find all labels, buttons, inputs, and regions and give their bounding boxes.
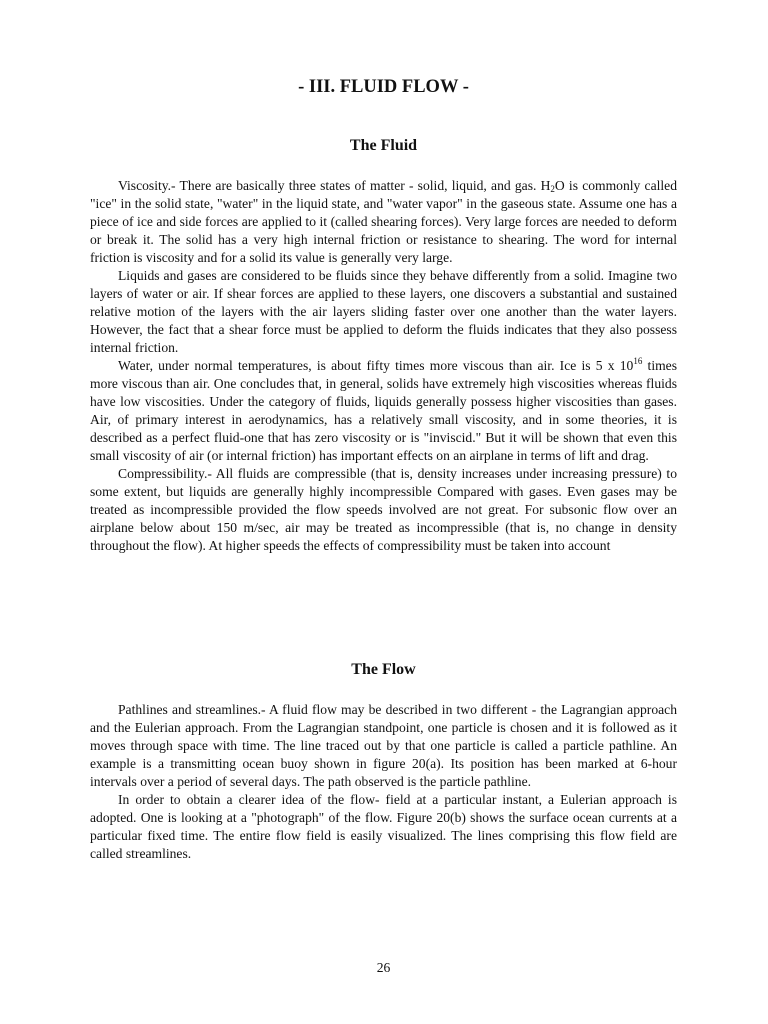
page-number: 26 <box>376 960 391 975</box>
paragraph-compressibility: Compressibility.- All fluids are compressible (that is, density increases under increasing pressure) to some extent, but liquids are generally highly incompressible Compared with gases. Even gases may be treated as incompressible provided the flow speeds involved are not great. For subsonic flow over an airplane below about 150 m/sec, air may be treated as incompressible (that is, no change in density throughout the flow). At higher speeds the effects of compressibility must be taken into account <box>90 466 677 553</box>
paragraph-viscosity: Viscosity.- There are basically three states of matter - solid, liquid, and gas. $H_2O$ is commonly called "ice" in the solid state, "water" in the liquid state, and "water vapor" in the gaseous state. Assume one has a piece of ice and side forces are applied to it (called shearing forces). Very large forces are needed to deform or break it. The solid has a very high internal friction or resistance to shearing. The word for internal friction is viscosity and for a solid its value is generally very large. <box>90 178 677 265</box>
section-title-the-fluid: The Fluid <box>349 137 418 154</box>
chapter-title: - III. FLUID FLOW - <box>298 77 469 97</box>
paragraph-liquids-gases: Liquids and gases are considered to be fluids since they behave differently from a solid. Imagine two layers of water or air. If shear forces are applied to these layers, one discovers a substantial and sustained relative motion of the layers with the air layers sliding faster over one another than the water layers. However, the fact that a shear force must be applied to deform the fluids indicates that they also possess internal friction. <box>90 268 677 355</box>
section-title-the-flow: The Flow <box>351 661 416 678</box>
paragraph-pathlines: Pathlines and streamlines.- A fluid flow may be described in two different - the Lagrangian approach and the Eulerian approach. From the Lagrangian standpoint, one particle is chosen and it is followed as it moves through space with time. The line traced out by that one particle is called a particle pathline. An example is a transmitting ocean buoy shown in figure 20(a). Its position has been marked at 6-hour intervals over a period of several days. The path observed is the particle pathline. <box>90 702 677 789</box>
paragraph-eulerian: In order to obtain a clearer idea of the flow- field at a particular instant, a Eulerian approach is adopted. One is looking at a "photograph" of the flow. Figure 20(b) shows the surface ocean currents at a particular fixed time. The entire flow field is easily visualized. The lines comprising this flow field are called streamlines. <box>90 792 677 861</box>
superscript-16: 16 <box>633 356 643 366</box>
paragraph-water-viscosity: Water, under normal temperatures, is about fifty times more viscous than air. Ice is 5 x $10^{16}$ times more viscous than air. One concludes that, in general, solids have extremely high viscosities whereas fluids have low viscosities. Under the category of fluids, liquids generally possess higher viscosities than gases. Air, of primary interest in aerodynamics, has a relatively small viscosity, and in some theories, it is described as a perfect fluid-one that has zero viscosity or is "inviscid." But it will be shown that even this small viscosity of air (or internal friction) has important effects on an airplane in terms of lift and drag. <box>90 356 677 463</box>
section-body-the-flow <box>90 701 677 863</box>
section-body-the-fluid <box>90 177 677 555</box>
subscript-2: 2 <box>550 184 555 194</box>
document-page <box>90 0 677 1024</box>
